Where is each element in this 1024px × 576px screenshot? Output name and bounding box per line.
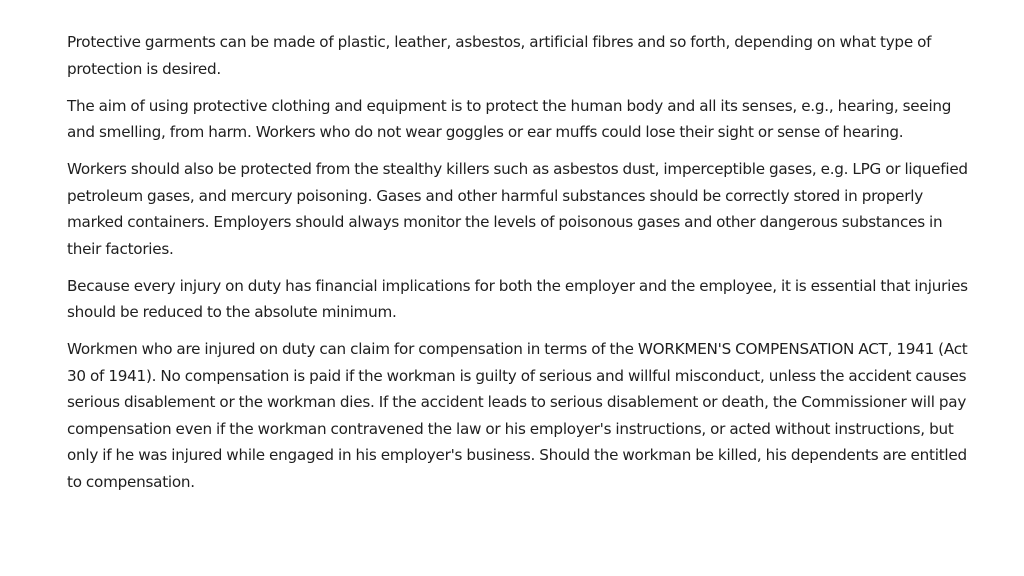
paragraph-protective-garments: Protective garments can be made of plastic, leather, asbestos, artificial fibres and so forth, depending on what type of protection is desired.	[67, 33, 932, 78]
document-body	[67, 29, 972, 506]
paragraph-injury-financial-implications: Because every injury on duty has financial implications for both the employer and the employee, it is essential that injuries should be reduced to the absolute minimum.	[67, 276, 968, 321]
paragraph-workmens-compensation: Workmen who are injured on duty can claim for compensation in terms of the WORKMEN'S COMPENSATION ACT, 1941 (Act 30 of 1941). No compensation is paid if the workman is guilty of serious and willful misconduct, unless the accident causes serious disablement or the workman dies. If the accident leads to serious disablement or death, the Commissioner will pay compensation even if the workman contravened the law or his employer's instructions, or acted without instructions, but only if he was injured while engaged in his employer's business. Should the workman be killed, his dependents are entitled to compensation.	[67, 340, 968, 491]
paragraph-stealthy-killers: Workers should also be protected from the stealthy killers such as asbestos dust, imperceptible gases, e.g. LPG or liquefied petroleum gases, and mercury poisoning. Gases and other harmful substances should be correctly stored in properly marked containers. Employers should always monitor the levels of poisonous gases and other dangerous substances in their factories.	[67, 160, 968, 258]
paragraph-aim-of-protective-clothing: The aim of using protective clothing and equipment is to protect the human body and all its senses, e.g., hearing, seeing and smelling, from harm. Workers who do not wear goggles or ear muffs could lose their sight or sense of hearing.	[67, 96, 952, 141]
